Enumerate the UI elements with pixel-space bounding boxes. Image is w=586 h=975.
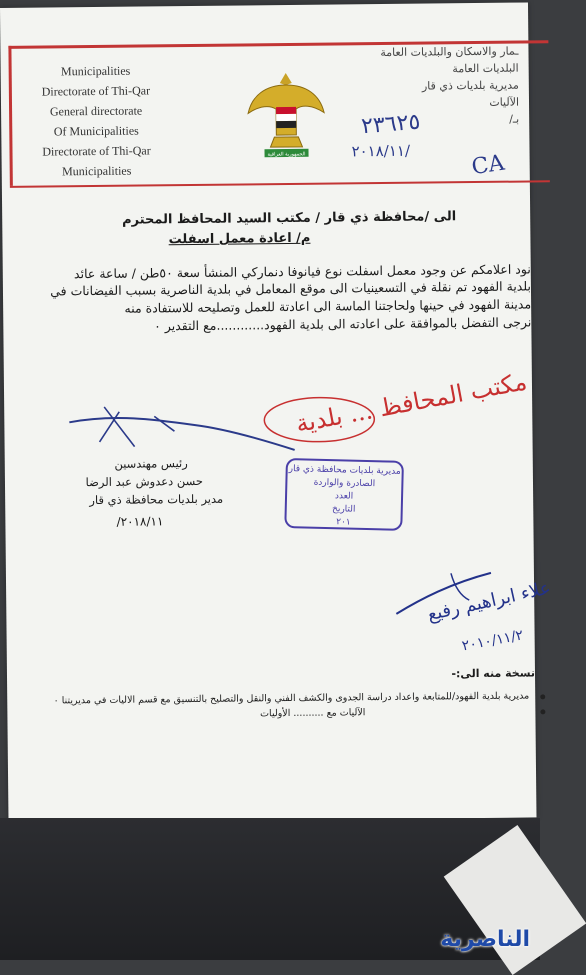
- red-circle-annotation: [259, 389, 380, 450]
- arabic-header-line: ـمار والاسكان والبلديات العامة: [380, 44, 519, 60]
- letter-body-line: مدينة الفهود في حينها ولحاجتنا الماسة الى اعادتة للعمل وتصليحه للاستفادة منه: [124, 296, 532, 316]
- stamp-line: التاريخ: [331, 504, 356, 515]
- letter-body-line: بلدية الفهود تم نقلة في التسعينيات الى موقع المعامل في بلدية الناصرية بسبب الفيضانات في: [50, 278, 532, 299]
- official-stamp: [284, 458, 404, 531]
- letter-body-line: نرجى التفضل بالموافقة على اعادته الى بلدية الفهود............مع التقدير ٠: [154, 314, 532, 334]
- letter-recipient: الى /محافظة ذي قار / مكتب السيد المحافظ المحترم: [121, 209, 457, 228]
- blue-handwritten-date: ٢٠١٠/١١/٢: [460, 627, 525, 655]
- arabic-header-line: بـ/: [509, 112, 520, 126]
- red-handwritten-annotation: مكتب المحافظ ... بلدية: [293, 367, 530, 439]
- bullet-icon: [540, 694, 545, 699]
- handwritten-reference-number: ٢٣٦٢٥: [360, 109, 422, 140]
- blue-handwritten-signature: علاء ابراهيم رفيع: [425, 577, 553, 626]
- arabic-header-line: البلديات العامة: [452, 61, 519, 76]
- handwritten-code: CA: [469, 150, 507, 181]
- english-line: Municipalities: [60, 63, 131, 79]
- english-header: [21, 60, 172, 182]
- blue-signature-stroke: [391, 568, 512, 619]
- copy-to-item: مديرية بلدية الفهود/للمتابعة واعداد دراسة الجدوى والكشف الفني والنقل والتصليح بالتنسيق مع قسم الاليات في مديريتنا ٠: [53, 690, 530, 707]
- handwritten-header-date: ٢٠١٨/١١/: [351, 141, 411, 161]
- stamp-line: العدد: [334, 491, 354, 502]
- arabic-header-line: مديرية بلديات ذي قار: [421, 78, 519, 93]
- english-line: Directorate of Thi-Qar: [41, 83, 151, 99]
- copy-to-heading: نسخة منه الى:-: [451, 666, 536, 681]
- bullet-icon: [540, 709, 545, 714]
- signatory-rank: رئيس مهندسين: [114, 456, 188, 471]
- signature-date: ٢٠١٨/١١/: [116, 514, 164, 529]
- stamp-line: مديرية بلديات محافظة ذي قار: [288, 464, 401, 477]
- signatory-name: حسن دعدوش عبد الرضا: [85, 473, 204, 490]
- english-line: Of Municipalities: [53, 123, 139, 139]
- emblem-caption: الجمهورية العراقية: [267, 151, 306, 158]
- document-page: [0, 2, 553, 822]
- english-line: Directorate of Thi-Qar: [42, 143, 151, 159]
- stamp-line: ٢٠١: [336, 517, 351, 528]
- watermark-logo: الناصرية: [440, 927, 530, 952]
- english-line: Municipalities: [61, 163, 132, 179]
- arabic-header-line: الآليات: [489, 95, 520, 109]
- english-line: General directorate: [49, 103, 143, 119]
- copy-to-item: الآليات مع .......... الأوليات: [260, 707, 366, 720]
- letter-body-line: نود اعلامكم عن وجود معمل اسفلت نوع فيانوفا دنماركي المنشأ سعة ٥٠طن / ساعة عائد: [73, 261, 531, 282]
- signatory-title: مدير بلديات محافظة ذي قار: [89, 491, 224, 508]
- iraq-emblem-icon: [246, 65, 327, 166]
- letter-subject: م/ اعادة معمل اسفلت: [168, 230, 311, 248]
- stamp-line: الصادرة والواردة: [313, 477, 376, 490]
